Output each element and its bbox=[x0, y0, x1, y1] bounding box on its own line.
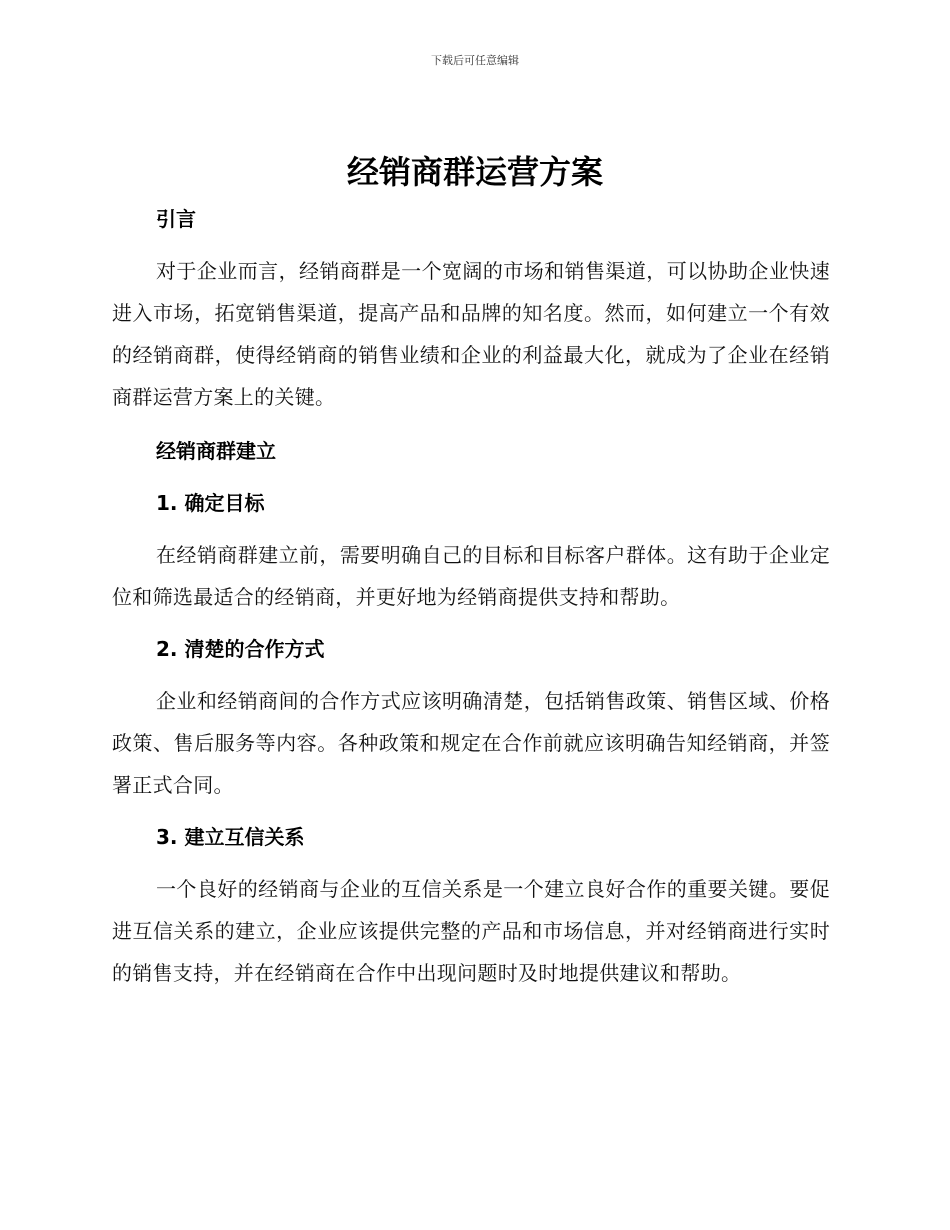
section-heading-build: 经销商群建立 bbox=[156, 439, 276, 463]
subheading-item-1: 1. 确定目标 bbox=[156, 491, 265, 515]
section-heading-intro: 引言 bbox=[156, 207, 196, 231]
paragraph-item-2: 企业和经销商间的合作方式应该明确清楚，包括销售政策、销售区域、价格政策、售后服务等内容。各种政策和规定在合作前就应该明确告知经销商，并签署正式合同。 bbox=[112, 689, 830, 797]
subheading-item-3: 3. 建立互信关系 bbox=[156, 825, 305, 849]
subheading-item-2: 2. 清楚的合作方式 bbox=[156, 637, 325, 661]
page-header-note: 下载后可任意编辑 bbox=[431, 54, 519, 67]
paragraph-item-3: 一个良好的经销商与企业的互信关系是一个建立良好合作的重要关键。要促进互信关系的建立，企业应该提供完整的产品和市场信息，并对经销商进行实时的销售支持，并在经销商在合作中出现问题时及时地提供建议和帮助。 bbox=[112, 877, 830, 985]
document-body bbox=[112, 198, 830, 994]
document-title: 经销商群运营方案 bbox=[346, 153, 603, 191]
paragraph-item-1: 在经销商群建立前，需要明确自己的目标和目标客户群体。这有助于企业定位和筛选最适合的经销商，并更好地为经销商提供支持和帮助。 bbox=[112, 543, 830, 609]
paragraph-intro: 对于企业而言，经销商群是一个宽阔的市场和销售渠道，可以协助企业快速进入市场，拓宽销售渠道，提高产品和品牌的知名度。然而，如何建立一个有效的经销商群，使得经销商的销售业绩和企业的利益最大化，就成为了企业在经销商群运营方案上的关键。 bbox=[112, 259, 830, 409]
